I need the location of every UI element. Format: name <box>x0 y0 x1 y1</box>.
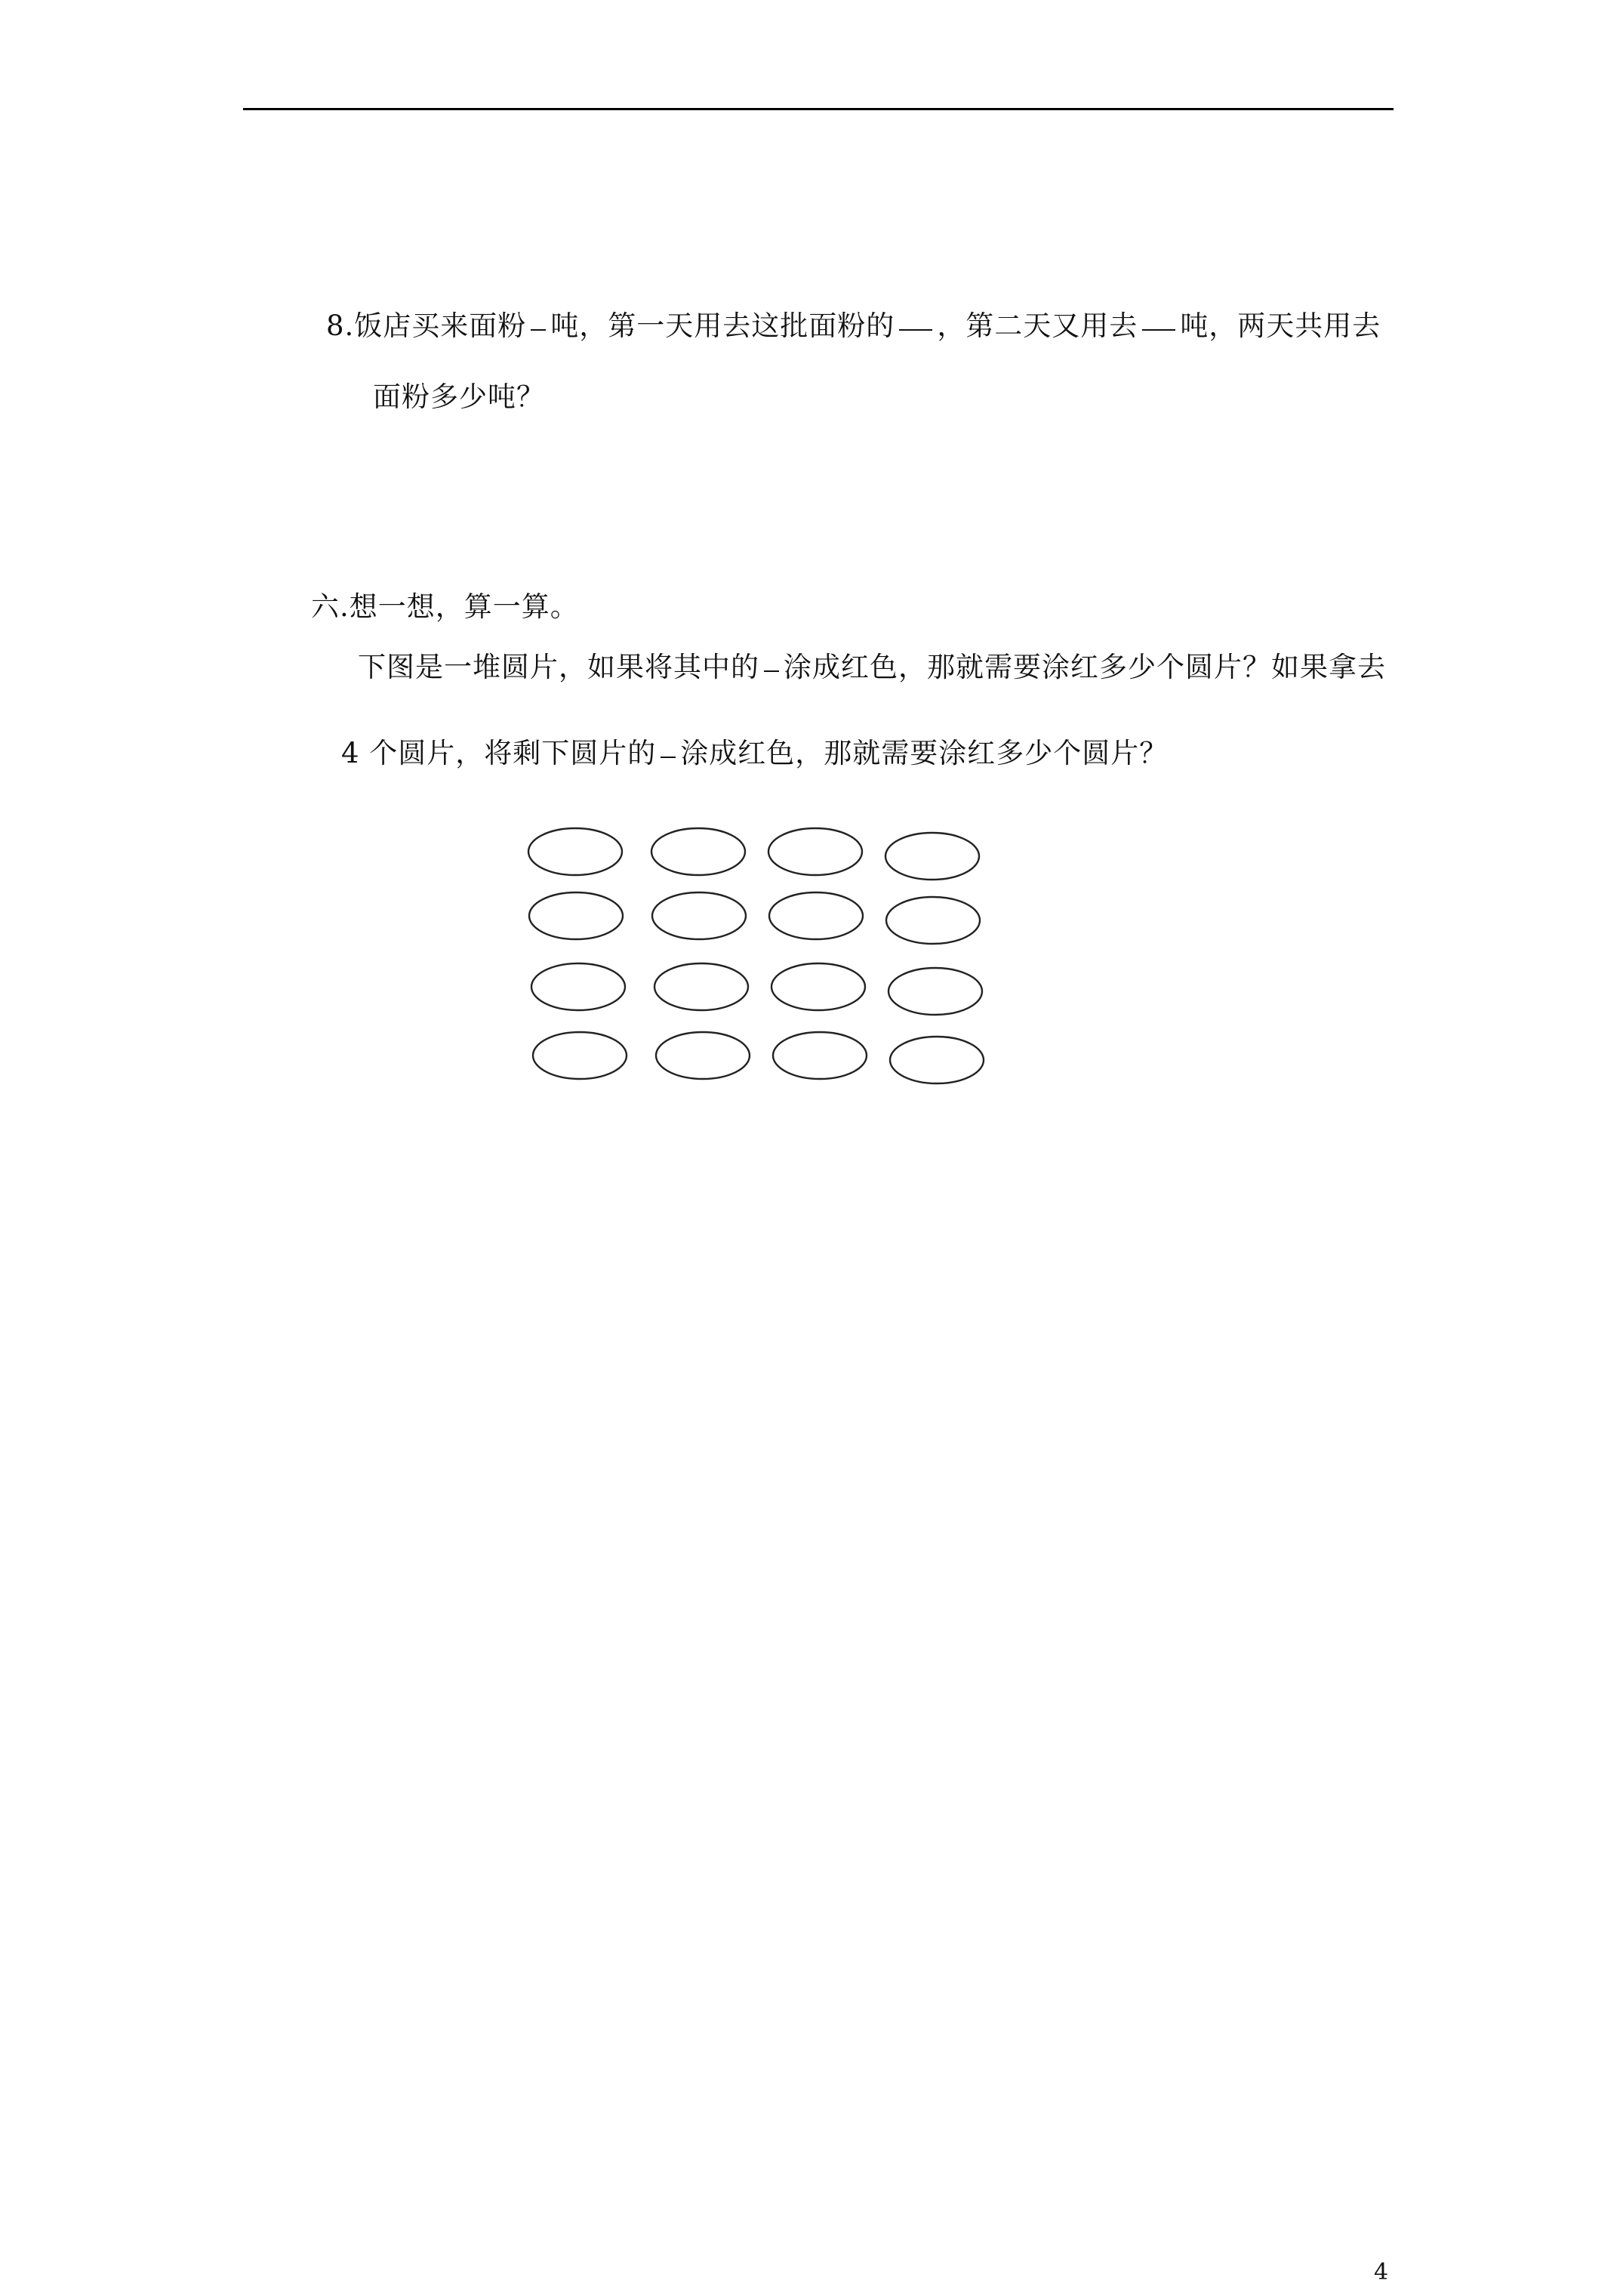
text-run: 8.饭店买来面粉 <box>326 310 527 342</box>
text-run: ，第二天又用去 <box>937 310 1138 342</box>
disc-2-1 <box>529 892 623 939</box>
fraction-blank <box>764 670 779 672</box>
disc-2-3 <box>769 892 863 939</box>
header-rule <box>243 108 1394 110</box>
disc-3-1 <box>531 963 625 1010</box>
problem-8-line-1 <box>326 310 1381 343</box>
disc-3-4 <box>888 968 982 1015</box>
section-6-line-2 <box>341 737 1168 770</box>
text-run: 涂成红色，那就需要涂红多少个圆片？ <box>680 737 1169 769</box>
text-run: 涂成红色，那就需要涂红多少个圆片？如果拿去 <box>784 651 1386 683</box>
disc-2-4 <box>886 897 980 944</box>
section-6-line-1 <box>358 651 1386 684</box>
disc-4-2 <box>656 1032 750 1079</box>
disc-3-2 <box>654 963 748 1010</box>
text-run: 4 个圆片，将剩下圆片的 <box>341 737 657 769</box>
disc-3-3 <box>771 963 865 1010</box>
disc-4-1 <box>533 1032 627 1079</box>
disc-4-3 <box>773 1032 867 1079</box>
fraction-blank <box>661 757 676 758</box>
page-number: 4 <box>1374 2259 1389 2285</box>
disc-2-2 <box>652 892 746 939</box>
problem-8-line-2: 面粉多少吨？ <box>373 381 545 413</box>
disc-1-4 <box>885 833 979 880</box>
fraction-blank <box>531 329 546 331</box>
text-run: 下图是一堆圆片，如果将其中的 <box>358 651 759 683</box>
disc-4-4 <box>890 1037 984 1083</box>
text-run: 吨，两天共用去 <box>1180 310 1381 342</box>
disc-1-2 <box>651 828 745 875</box>
disc-1-3 <box>768 828 862 875</box>
section-6-heading: 六.想一想，算一算。 <box>311 590 579 623</box>
disc-grid <box>521 821 1004 1093</box>
fraction-blank <box>899 329 932 331</box>
fraction-blank <box>1142 329 1175 331</box>
text-run: 吨，第一天用去这批面粉的 <box>550 310 895 342</box>
disc-1-1 <box>528 828 622 875</box>
